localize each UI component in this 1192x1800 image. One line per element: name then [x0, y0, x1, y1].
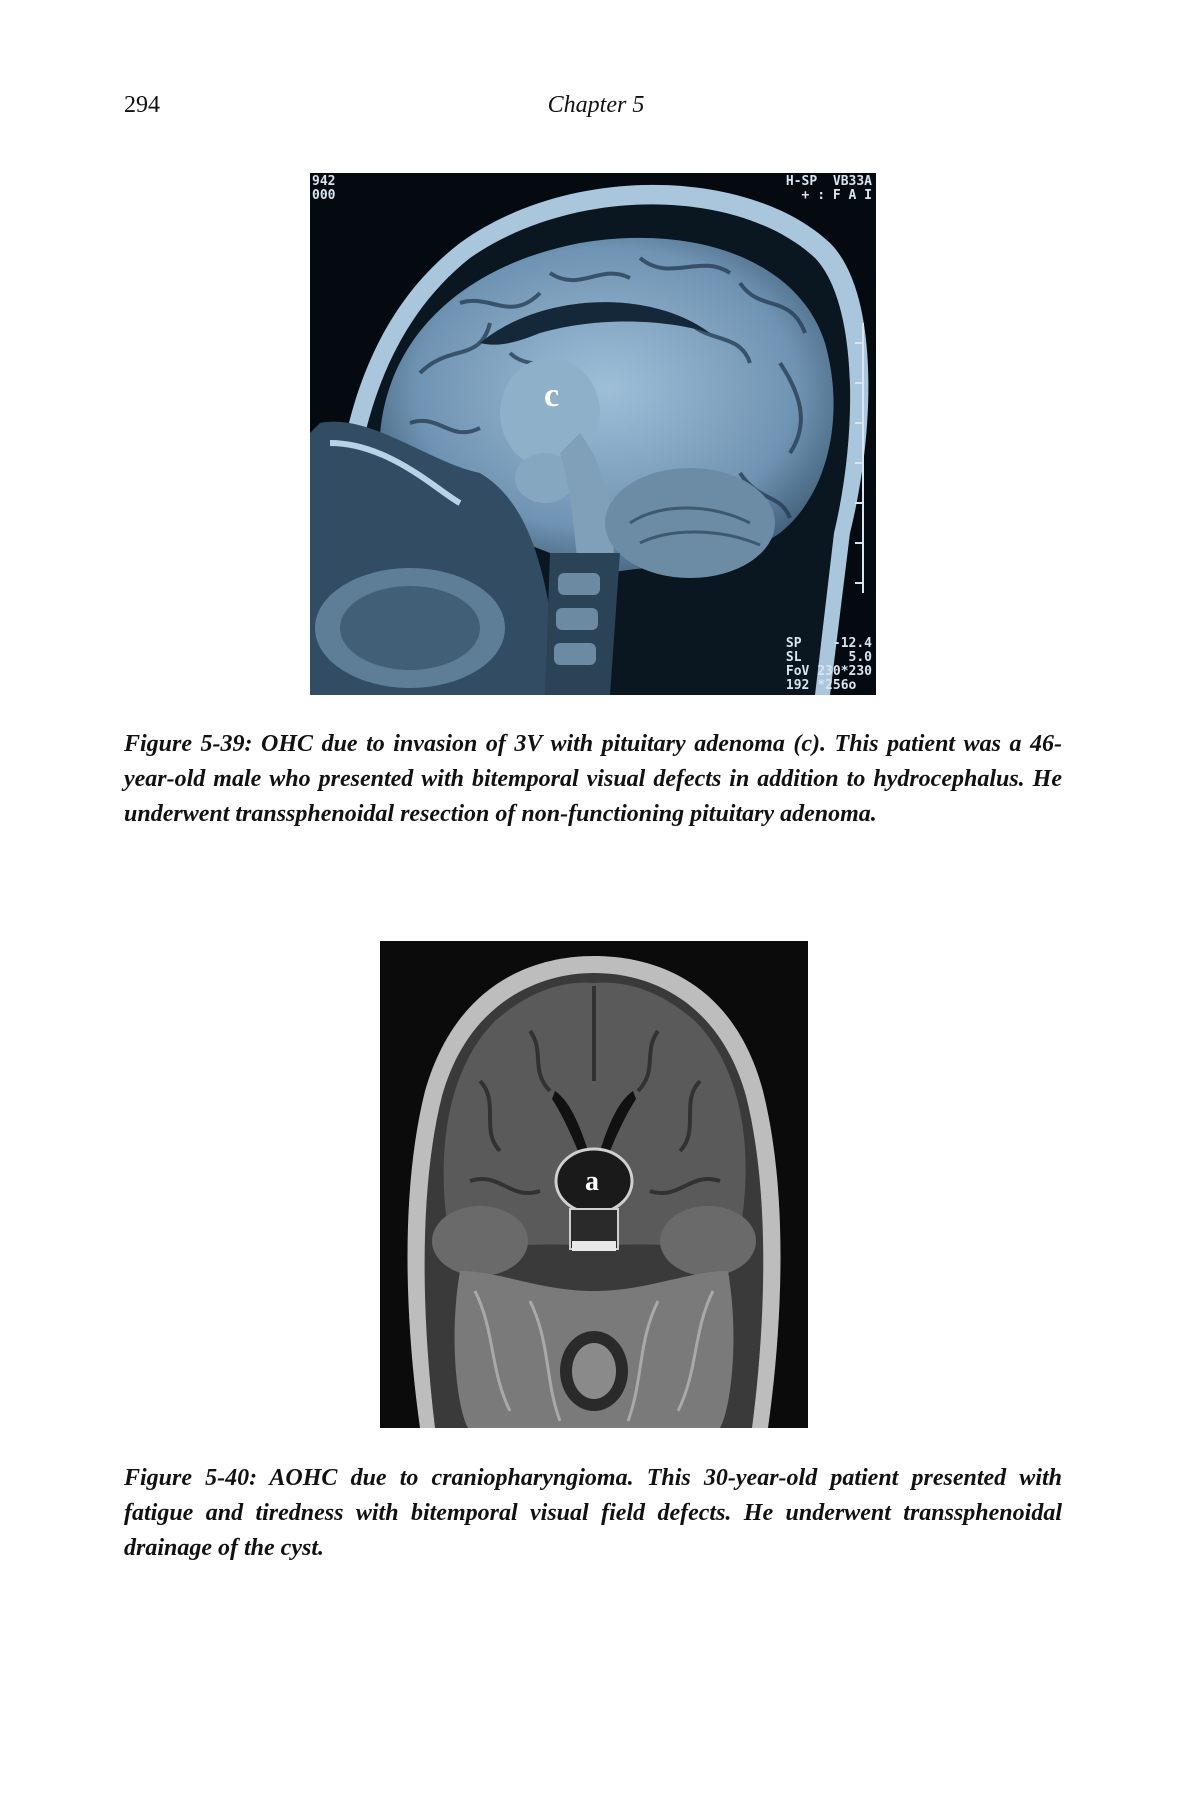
running-head: Chapter 5 — [547, 92, 645, 118]
page-number: 294 — [124, 92, 160, 118]
figure-5-40-caption: Figure 5-40: AOHC due to craniopharyngioma. This 30-year-old patient presented with fatigue and tiredness with bitemporal visual field defects. He underwent transsphenoidal drainage of the cyst. — [124, 1465, 1062, 1561]
scanner-metadata-top-left: 942 000 — [312, 174, 336, 203]
figure-5-39-caption: Figure 5-39: OHC due to invasion of 3V with pituitary adenoma (c). This patient was a 46-year-old male who presented with bitemporal visual defects in addition to hydrocephalus. He underwent transsphenoidal resection of non-functioning pituitary adenoma. — [124, 731, 1062, 827]
sagittal-mri-image — [310, 173, 876, 695]
scanner-metadata-top-right: H-SP VB33A + : F A I — [785, 174, 872, 203]
scanner-metadata-bottom-right: SP -12.4 SL 5.0 FoV 230*230 192 *256o — [785, 636, 872, 693]
coronal-mri-image — [380, 941, 808, 1428]
cyst-label-a: a — [585, 1166, 599, 1197]
tumor-label-c: c — [544, 377, 560, 414]
